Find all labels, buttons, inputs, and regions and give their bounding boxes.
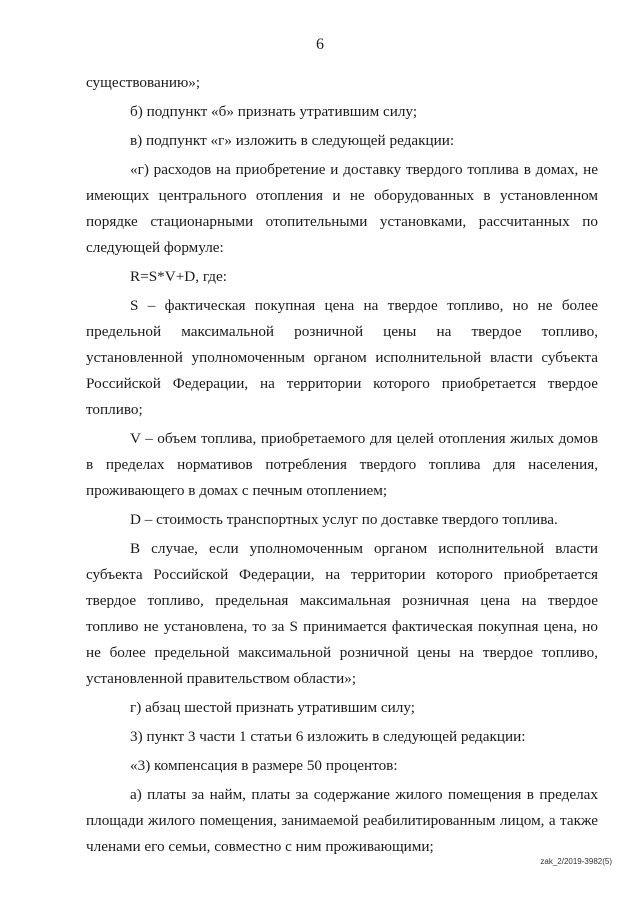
formula-line: R=S*V+D, где: <box>130 268 227 285</box>
document-body <box>86 70 598 863</box>
page-number: 6 <box>316 36 324 53</box>
paragraph-definition-v: V – объем топлива, приобретаемого для целей отопления жилых домов в пределах нормативов потребления твердого топлива для населения, проживающего в домах с печным отоплением; <box>86 430 598 499</box>
paragraph-continuation: существованию»; <box>86 74 201 91</box>
paragraph-item-3: 3) пункт 3 части 1 статьи 6 изложить в следующей редакции: <box>130 728 526 745</box>
document-code: zak_2/2019-3982(5) <box>540 857 612 866</box>
paragraph-definition-s: S – фактическая покупная цена на твердое топливо, но не более предельной максимальной розничной цены на твердое топливо, установленной уполномоченным органом исполнительной власти субъекта Российской Федерации, на территории которого приобретается твердое топливо; <box>86 297 598 418</box>
paragraph-subitem-g: г) абзац шестой признать утратившим силу; <box>130 699 415 716</box>
paragraph-compensation: «3) компенсация в размере 50 процентов: <box>130 757 398 774</box>
paragraph-definition-d: D – стоимость транспортных услуг по доставке твердого топлива. <box>130 511 558 528</box>
paragraph-price-case: В случае, если уполномоченным органом исполнительной власти субъекта Российской Федерации, на территории которого приобретается твердое топливо, предельная максимальная розничная цена на твердое топливо не установлена, то за S принимается фактическая покупная цена, но не более предельной максимальной розничной цены на твердое топливо, установленной правительством области»; <box>86 540 598 687</box>
paragraph-subitem-v: в) подпункт «г» изложить в следующей редакции: <box>130 132 455 149</box>
paragraph-fuel-costs: «г) расходов на приобретение и доставку твердого топлива в домах, не имеющих центрального отопления и не оборудованных в установленном порядке стационарными отопительными установками, рассчитанных по следующей формуле: <box>86 161 598 256</box>
paragraph-subitem-a: а) платы за найм, платы за содержание жилого помещения в пределах площади жилого помещения, занимаемой реабилитированным лицом, а также членами его семьи, совместно с ним проживающими; <box>86 786 598 855</box>
paragraph-subitem-b: б) подпункт «б» признать утратившим силу; <box>130 103 418 120</box>
